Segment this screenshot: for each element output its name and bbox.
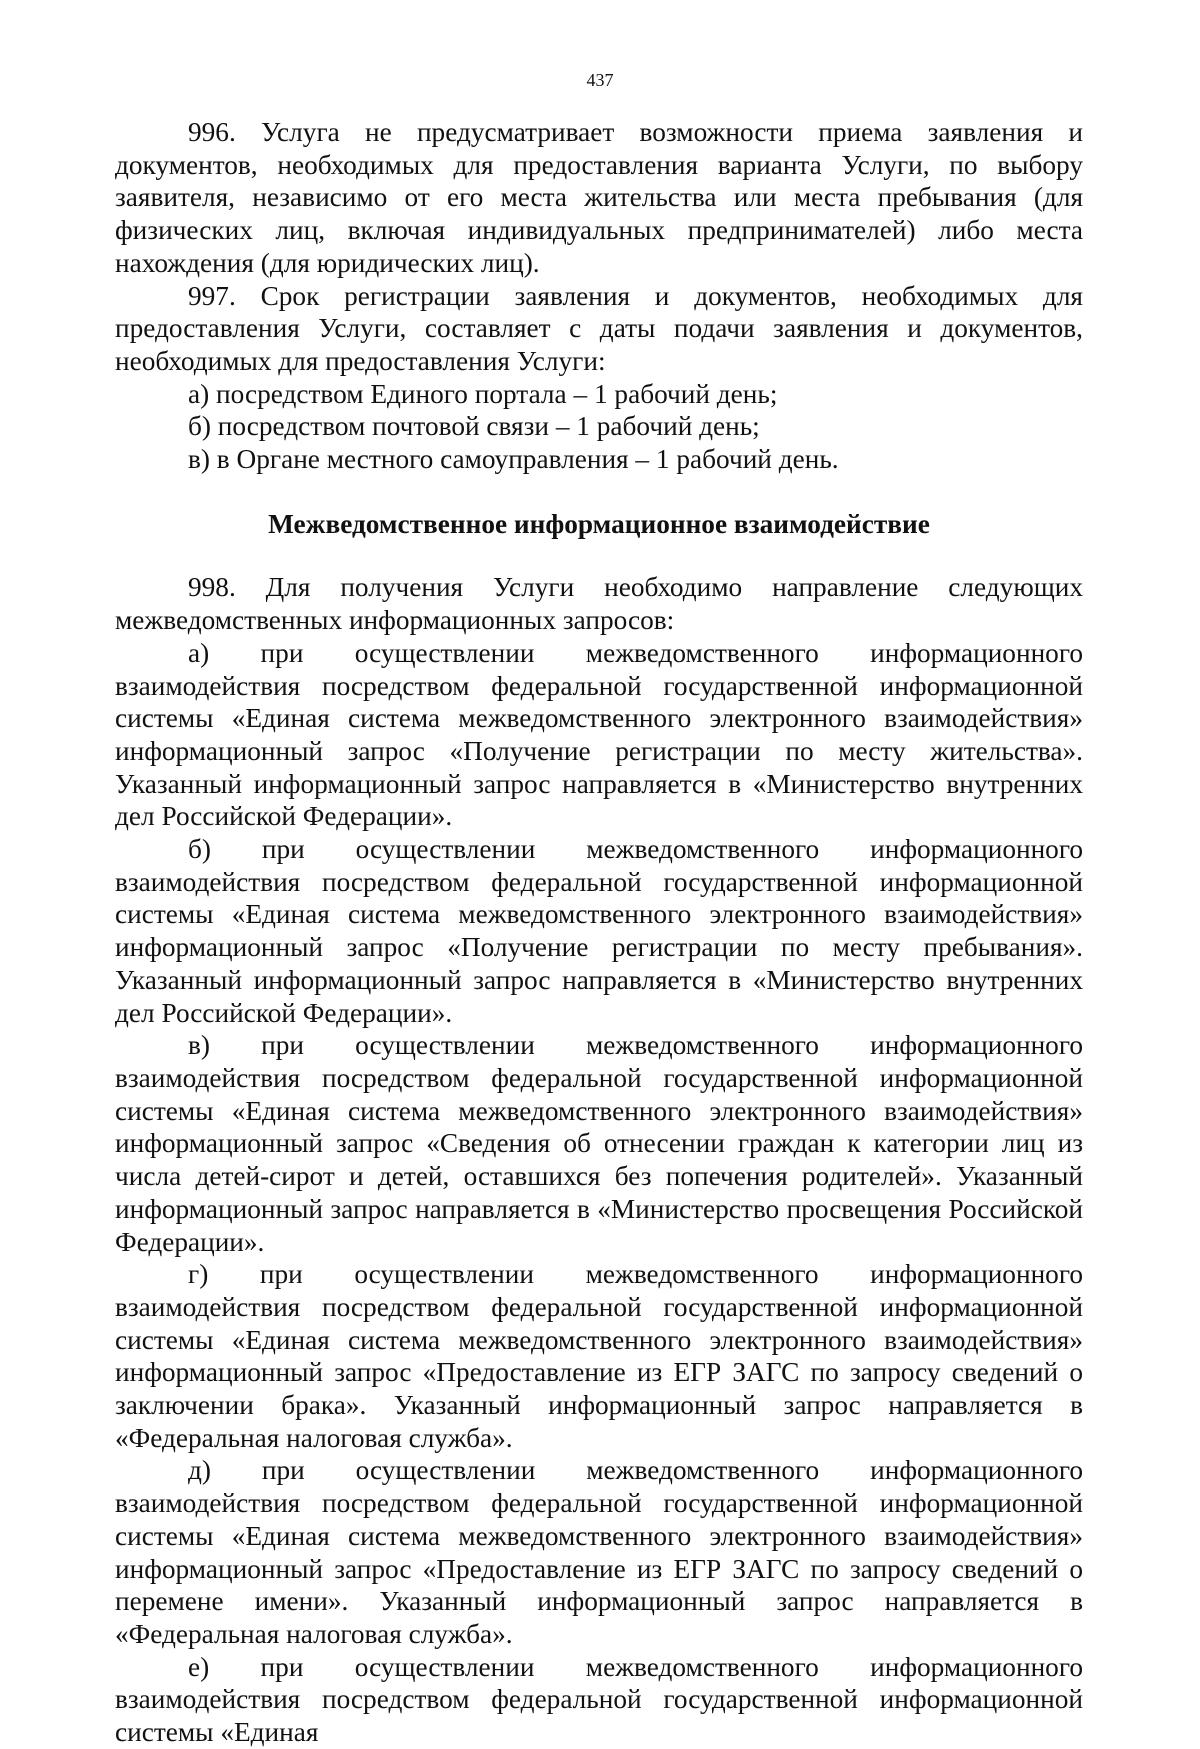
request-item-e: е) при осуществлении межведомственного информационного взаимодействия посредством федеральной государственной информационной системы «Единая: [115, 1651, 1083, 1748]
page-number: 437: [586, 70, 614, 90]
section-heading: Межведомственное информационное взаимодействие: [268, 508, 930, 539]
request-item-a: а) при осуществлении межведомственного информационного взаимодействия посредством федеральной государственной информационной системы «Единая система межведомственного электронного взаимодействия» информационный запрос «Получение регистрации по месту жительства». Указанный информационный запрос направляется в «Министерство внутренних дел Российской Федерации».: [115, 637, 1083, 832]
list-item-a: а) посредством Единого портала – 1 рабочий день;: [188, 378, 778, 409]
paragraph-997: 997. Срок регистрации заявления и документов, необходимых для предоставления Услуги, составляет с даты подачи заявления и документов, необходимых для предоставления Услуги:: [115, 280, 1083, 376]
request-item-b: б) при осуществлении межведомственного информационного взаимодействия посредством федеральной государственной информационной системы «Единая система межведомственного электронного взаимодействия» информационный запрос «Получение регистрации по месту пребывания». Указанный информационный запрос направляется в «Министерство внутренних дел Российской Федерации».: [115, 834, 1083, 1028]
paragraph-998: 998. Для получения Услуги необходимо направление следующих межведомственных информационных запросов:: [115, 572, 1083, 636]
document-body: [115, 116, 1083, 1749]
request-item-g: г) при осуществлении межведомственного информационного взаимодействия посредством федеральной государственной информационной системы «Единая система межведомственного электронного взаимодействия» информационный запрос «Предоставление из ЕГР ЗАГС по запросу сведений о заключении брака». Указанный информационный запрос направляется в «Федеральная налоговая служба».: [115, 1259, 1083, 1453]
request-item-v: в) при осуществлении межведомственного информационного взаимодействия посредством федеральной государственной информационной системы «Единая система межведомственного электронного взаимодействия» информационный запрос «Сведения об отнесении граждан к категории лиц из числа детей-сирот и детей, оставшихся без попечения родителей». Указанный информационный запрос направляется в «Министерство просвещения Российской Федерации».: [115, 1030, 1083, 1257]
list-item-b: б) посредством почтовой связи – 1 рабочий день;: [188, 411, 760, 442]
paragraph-996: 996. Услуга не предусматривает возможности приема заявления и документов, необходимых для предоставления варианта Услуги, по выбору заявителя, независимо от его места жительства или места пребывания (для физических лиц, включая индивидуальных предпринимателей) либо места нахождения (для юридических лиц).: [115, 117, 1083, 278]
request-item-d: д) при осуществлении межведомственного информационного взаимодействия посредством федеральной государственной информационной системы «Единая система межведомственного электронного взаимодействия» информационный запрос «Предоставление из ЕГР ЗАГС по запросу сведений о перемене имени». Указанный информационный запрос направляется в «Федеральная налоговая служба».: [115, 1455, 1083, 1649]
list-item-v: в) в Органе местного самоуправления – 1 рабочий день.: [188, 444, 839, 475]
